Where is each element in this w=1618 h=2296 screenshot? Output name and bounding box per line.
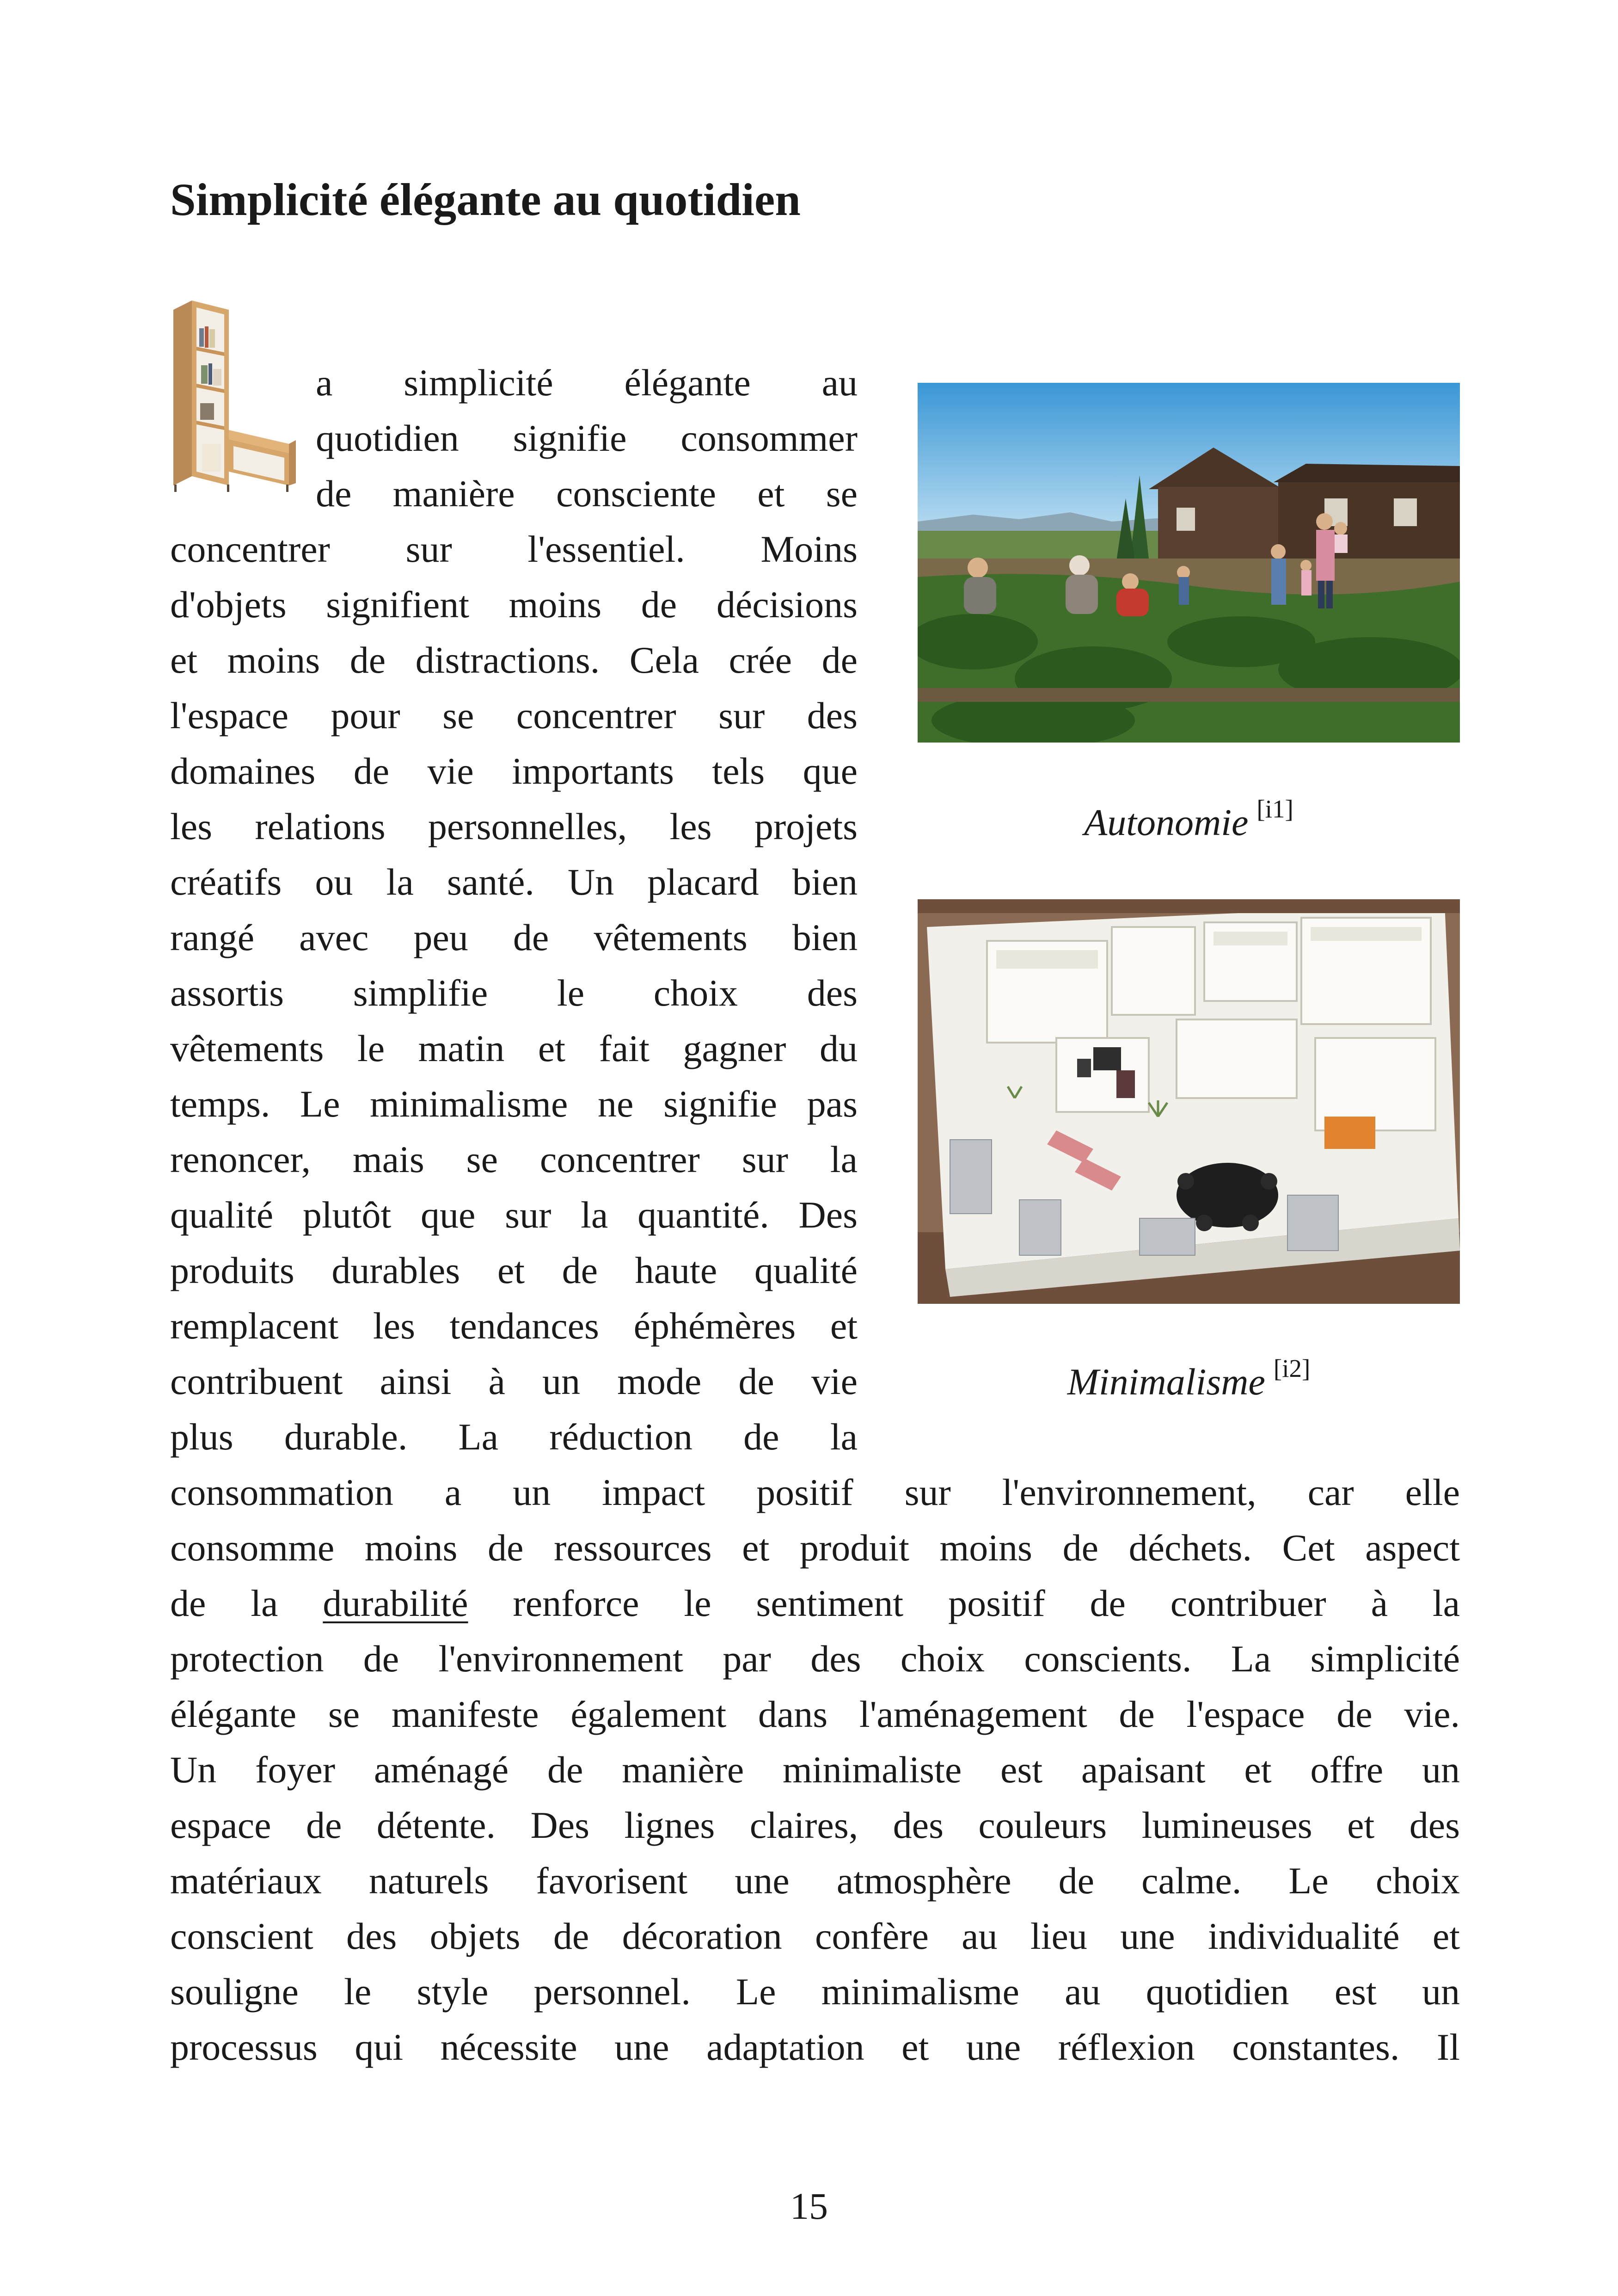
figure-caption: [918, 786, 1460, 846]
body-line: temps. Le minimalisme ne signifie pas: [170, 1083, 858, 1125]
body-line-with-link: [170, 1580, 1460, 1627]
body-line: l'espace pour se concentrer sur des: [170, 694, 858, 737]
body-line: d'objets signifient moins de décisions: [170, 583, 858, 626]
body-line: souligne le style personnel. Le minimalisme au quotidien est un: [170, 1971, 1460, 2013]
body-line: consomme moins de ressources et produit moins de déchets. Cet aspect: [170, 1527, 1460, 1569]
body-line: concentrer sur l'essentiel. Moins: [170, 528, 858, 570]
caption-text: Autonomie: [1084, 801, 1249, 843]
body-line: élégante se manifeste également dans l'aménagement de l'espace de vie.: [170, 1693, 1460, 1735]
figure-caption: [918, 1345, 1460, 1405]
figure-minimalisme-photo: [918, 899, 1460, 1304]
body-line: quotidien signifie consommer: [316, 417, 858, 459]
figure-autonomie-photo: [918, 383, 1460, 743]
durabilite-link[interactable]: durabilité: [323, 1582, 468, 1624]
body-line: créatifs ou la santé. Un placard bien: [170, 861, 858, 903]
body-line: de manière consciente et se: [316, 473, 858, 515]
body-line: contribuent ainsi à un mode de vie: [170, 1360, 858, 1402]
dropcap-bookshelf-l-illustration: [164, 296, 303, 499]
body-line: rangé avec peu de vêtements bien: [170, 916, 858, 958]
body-line: Un foyer aménagé de manière minimaliste est apaisant et offre un: [170, 1749, 1460, 1791]
caption-text: Minimalisme: [1067, 1361, 1265, 1403]
body-line: domaines de vie importants tels que: [170, 750, 858, 792]
body-line: et moins de distractions. Cela crée de: [170, 639, 858, 681]
body-line: consommation a un impact positif sur l'environnement, car elle: [170, 1471, 1460, 1513]
body-line: conscient des objets de décoration confère au lieu une individualité et: [170, 1915, 1460, 1957]
body-line: vêtements le matin et fait gagner du: [170, 1027, 858, 1069]
body-line: les relations personnelles, les projets: [170, 805, 858, 847]
page-number: 15: [790, 2185, 828, 2227]
image-reference[interactable]: [i2]: [1273, 1354, 1311, 1382]
body-line: plus durable. La réduction de la: [170, 1416, 858, 1458]
body-line: assortis simplifie le choix des: [170, 972, 858, 1014]
body-line: protection de l'environnement par des choix conscients. La simplicité: [170, 1638, 1460, 1680]
page-title: Simplicité élégante au quotidien: [170, 174, 801, 225]
body-line: renoncer, mais se concentrer sur la: [170, 1138, 858, 1180]
image-reference[interactable]: [i1]: [1256, 795, 1293, 823]
body-text-fragment: renforce le sentiment positif de contribuer à la: [513, 1582, 1460, 1624]
body-line: espace de détente. Des lignes claires, des couleurs lumineuses et des: [170, 1804, 1460, 1846]
body-line: qualité plutôt que sur la quantité. Des: [170, 1194, 858, 1236]
body-line: processus qui nécessite une adaptation et une réflexion constantes. Il: [170, 2026, 1460, 2068]
body-line: matériaux naturels favorisent une atmosphère de calme. Le choix: [170, 1860, 1460, 1902]
body-text-fragment: de la: [170, 1582, 278, 1624]
body-line: remplacent les tendances éphémères et: [170, 1305, 858, 1347]
body-line: produits durables et de haute qualité: [170, 1249, 858, 1291]
body-line: a simplicité élégante au: [316, 362, 858, 404]
